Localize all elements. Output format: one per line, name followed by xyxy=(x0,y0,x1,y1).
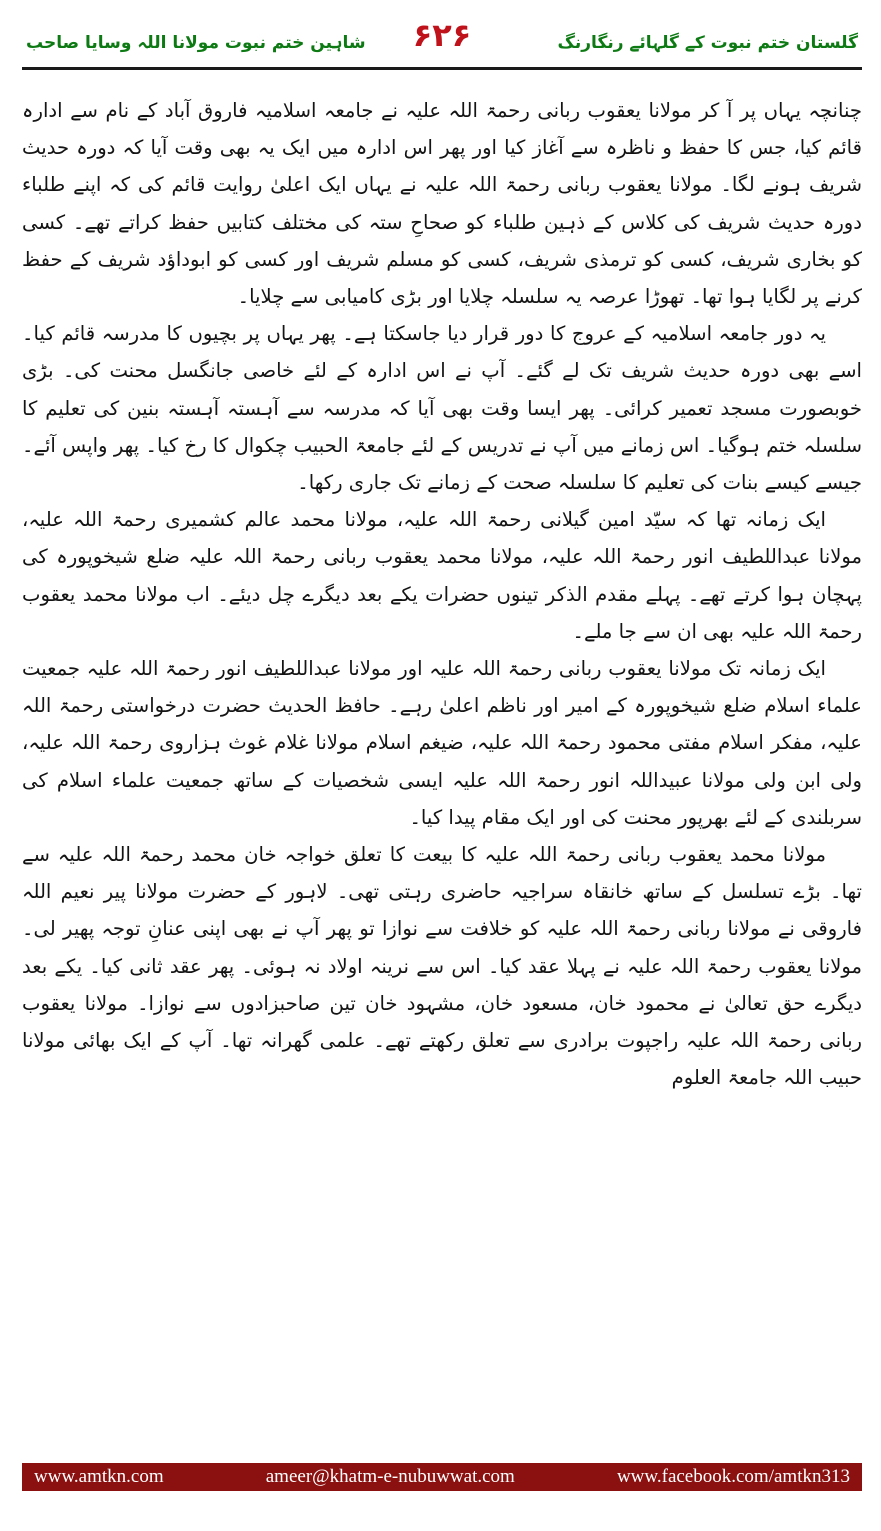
email-link[interactable]: ameer@khatm-e-nubuwwat.com xyxy=(265,1466,515,1487)
paragraph-1: چنانچہ یہاں پر آ کر مولانا یعقوب ربانی رحمۃ اللہ علیہ نے جامعہ اسلامیہ فاروق آباد کے نام سے ادارہ قائم کیا، جس کا حفظ و ناظرہ سے آغاز کیا اور پھر اس ادارہ میں ایک یہ بھی وقت آیا کہ دورہ حدیث شریف ہونے لگا۔ مولانا یعقوب ربانی رحمۃ اللہ علیہ نے یہاں ایک اعلیٰ روایت قائم کی کہ اپنے طلباء دورہ حدیث شریف کی کلاس کے ذہین طلباء کو صحاحِ ستہ کی مختلف کتابیں حفظ کراتے تھے۔ کسی کو بخاری شریف، کسی کو ترمذی شریف، کسی کو مسلم شریف اور کسی کو ابوداؤد شریف کے حفظ کرنے پر لگایا ہوا تھا۔ تھوڑا عرصہ یہ سلسلہ چلایا اور بڑی کامیابی سے چلایا۔ xyxy=(22,99,862,309)
paragraph-5: مولانا محمد یعقوب ربانی رحمۃ اللہ علیہ کا بیعت کا تعلق خواجہ خان محمد رحمۃ اللہ علیہ سے تھا۔ بڑے تسلسل کے ساتھ خانقاہ سراجیہ حاضری رہتی تھی۔ لاہور کے حضرت مولانا پیر نعیم اللہ فاروقی نے مولانا ربانی رحمۃ اللہ علیہ کو خلافت سے نوازا تو پھر آپ نے بھی اپنی عنانِ توجہ پھیر لی۔ مولانا یعقوب رحمۃ اللہ علیہ نے پہلا عقد کیا۔ اس سے نرینہ اولاد نہ ہوئی۔ پھر عقد ثانی کیا۔ یکے بعد دیگرے حق تعالیٰ نے محمود خان، مسعود خان، مشہود خان تین صاحبزادوں سے نوازا۔ مولانا یعقوب ربانی رحمۃ اللہ علیہ راجپوت برادری سے تعلق رکھتے تھے۔ علمی گھرانہ تھا۔ آپ کے ایک بھائی مولانا حبیب اللہ جامعۃ العلوم xyxy=(22,843,862,1090)
header-divider xyxy=(22,67,862,70)
author-title: شاہین ختم نبوت مولانا اللہ وسایا صاحب xyxy=(26,33,366,53)
page-number: ۶۲۶ xyxy=(412,16,472,54)
article-body xyxy=(22,92,862,1096)
facebook-link[interactable]: www.facebook.com/amtkn313 xyxy=(616,1466,850,1487)
paragraph-2: یہ دور جامعہ اسلامیہ کے عروج کا دور قرار دیا جاسکتا ہے۔ پھر یہاں پر بچیوں کا مدرسہ قائم کیا۔ اسے بھی دورہ حدیث شریف تک لے گئے۔ آپ نے اس ادارہ کے لئے خاصی جانگسل محنت کی۔ بڑی خوبصورت مسجد تعمیر کرائی۔ پھر ایسا وقت بھی آیا کہ مدرسہ سے آہستہ آہستہ بنین کی تعلیم کا سلسلہ ختم ہوگیا۔ اس زمانے میں آپ نے تدریس کے لئے جامعۃ الحبیب چکوال کا رخ کیا۔ پھر واپس آئے۔ جیسے کیسے بنات کی تعلیم کا سلسلہ صحت کے زمانے تک جاری رکھا۔ xyxy=(22,322,862,495)
page-header xyxy=(22,14,862,72)
book-title: گلستان ختم نبوت کے گلہائے رنگارنگ xyxy=(557,33,858,53)
paragraph-4: ایک زمانہ تک مولانا یعقوب ربانی رحمۃ اللہ علیہ اور مولانا عبداللطیف انور رحمۃ اللہ علیہ جمعیت علماء اسلام ضلع شیخوپورہ کے امیر اور ناظم اعلیٰ رہے۔ حافظ الحدیث حضرت درخواستی رحمۃ اللہ علیہ، مفکر اسلام مفتی محمود رحمۃ اللہ علیہ، ضیغم اسلام مولانا غلام غوث ہزاروی رحمۃ اللہ علیہ، ولی ابن ولی مولانا عبیداللہ انور رحمۃ اللہ علیہ ایسی شخصیات کے ساتھ جمعیت علماء اسلام کی سربلندی کے لئے بھرپور محنت کی اور ایک مقام پیدا کیا۔ xyxy=(22,657,862,829)
paragraph-3: ایک زمانہ تھا کہ سیّد امین گیلانی رحمۃ اللہ علیہ، مولانا محمد عالم کشمیری رحمۃ اللہ علیہ، مولانا عبداللطیف انور رحمۃ اللہ علیہ، مولانا محمد یعقوب ربانی رحمۃ اللہ علیہ ضلع شیخوپورہ کی پہچان ہوا کرتے تھے۔ پہلے مقدم الذکر تینوں حضرات یکے بعد دیگرے چل دیئے۔ اب مولانا محمد یعقوب رحمۃ اللہ علیہ بھی ان سے جا ملے۔ xyxy=(22,508,862,643)
website-link[interactable]: www.amtkn.com xyxy=(34,1466,164,1487)
footer-bar xyxy=(22,1463,862,1491)
